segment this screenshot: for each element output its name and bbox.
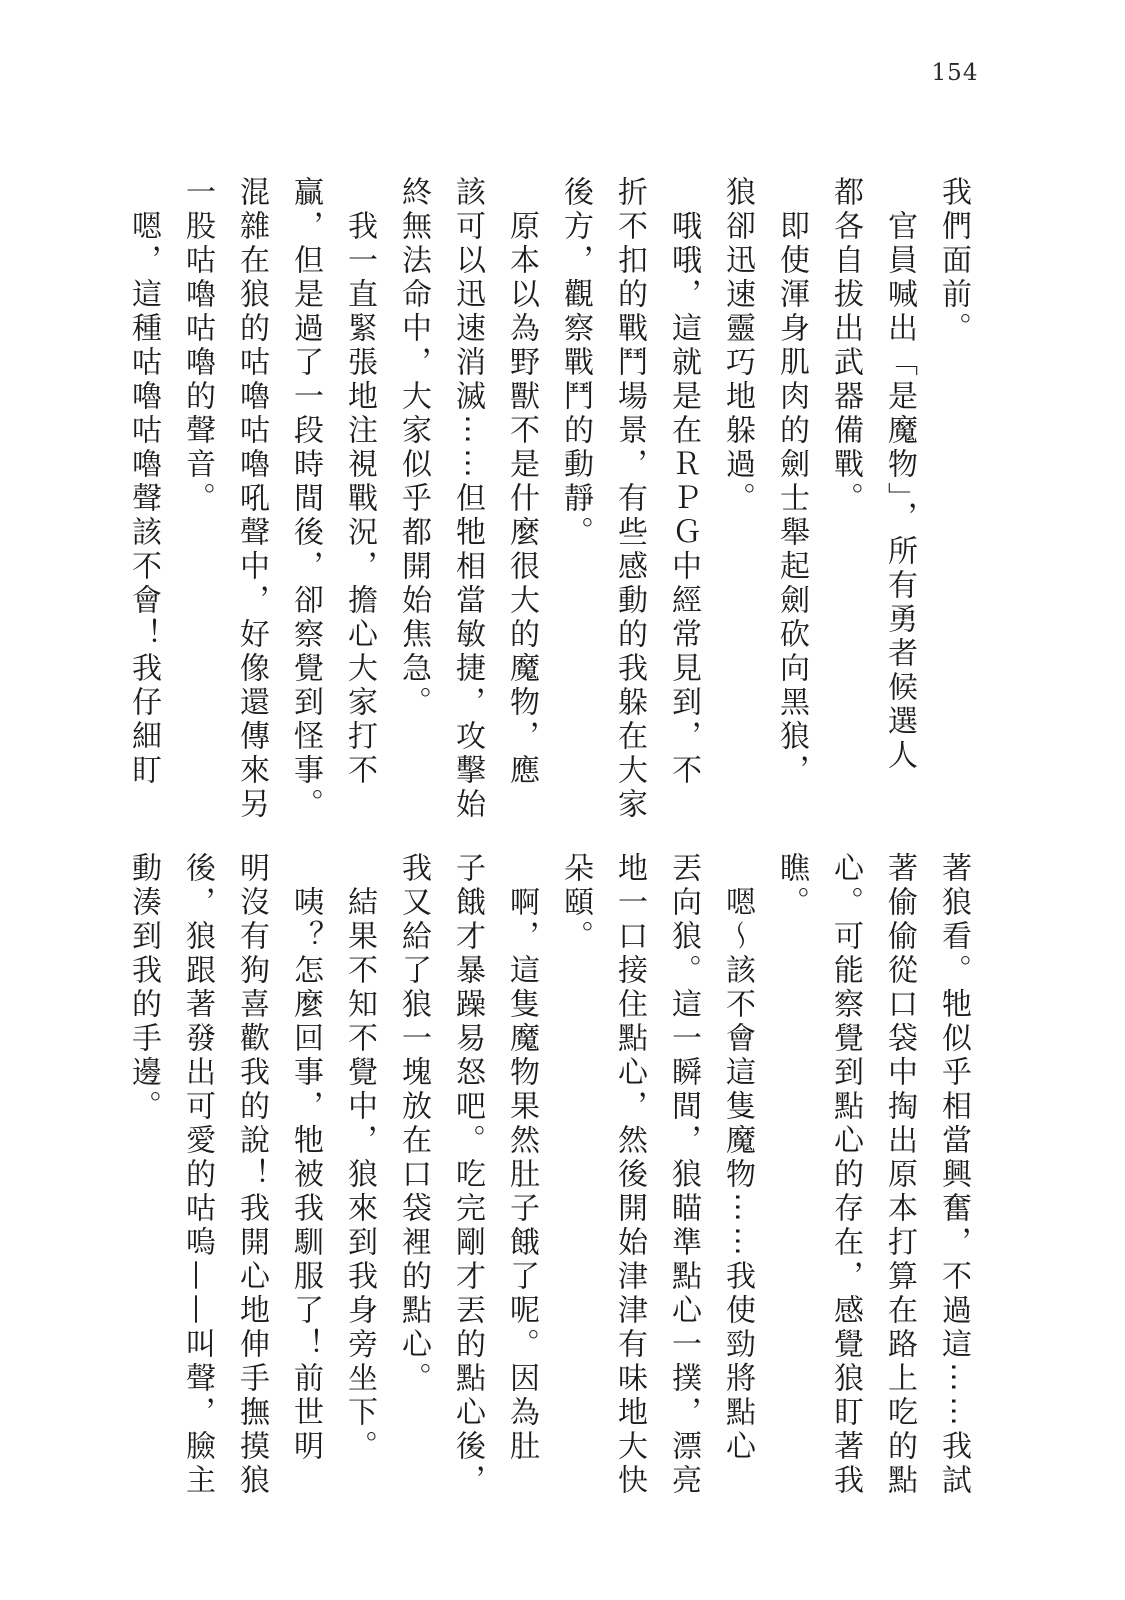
text-column: 終無法命中，大家似乎都開始焦急。 (396, 176, 431, 720)
text-column: 折不扣的戰鬥場景，有些感動的我躲在大家 (612, 176, 647, 822)
text-column: 哦哦，這就是在ＲＰＧ中經常見到，不 (666, 176, 701, 788)
text-column: 我們面前。 (936, 176, 971, 346)
text-column: 心。可能察覺到點心的存在，感覺狼盯著我 (828, 852, 863, 1498)
lower-text-block (116, 852, 980, 1502)
text-column: 明沒有狗喜歡我的說！我開心地伸手撫摸狼 (234, 852, 269, 1498)
text-column: 動湊到我的手邊。 (126, 852, 161, 1124)
text-column: 即使渾身肌肉的劍士舉起劍砍向黑狼， (774, 176, 809, 788)
text-column: 我又給了狼一塊放在口袋裡的點心。 (396, 852, 431, 1396)
text-column: 贏，但是過了一段時間後，卻察覺到怪事。 (288, 176, 323, 822)
text-column: 朵頤。 (558, 852, 593, 954)
text-column: 瞧。 (774, 852, 809, 920)
text-column: 混雜在狼的咕嚕咕嚕吼聲中，好像還傳來另 (234, 176, 269, 822)
text-column: 後方，觀察戰鬥的動靜。 (558, 176, 593, 550)
text-column: 我一直緊張地注視戰況，擔心大家打不 (342, 176, 377, 788)
text-column: 結果不知不覺中，狼來到我身旁坐下。 (342, 852, 377, 1464)
upper-text-block (116, 176, 980, 826)
text-column: 地一口接住點心，然後開始津津有味地大快 (612, 852, 647, 1498)
text-column: 後，狼跟著發出可愛的咕嗚——叫聲，臉主 (180, 852, 215, 1498)
text-column: 嗯～該不會這隻魔物⋯⋯我使勁將點心 (720, 852, 755, 1464)
text-column: 狼卻迅速靈巧地躲過。 (720, 176, 755, 516)
text-column: 一股咕嚕咕嚕的聲音。 (180, 176, 215, 516)
text-column: 啊，這隻魔物果然肚子餓了呢。因為肚 (504, 852, 539, 1464)
page-number: 154 (931, 60, 979, 86)
text-column: 著狼看。牠似乎相當興奮，不過這⋯⋯我試 (936, 852, 971, 1498)
text-column: 原本以為野獸不是什麼很大的魔物，應 (504, 176, 539, 788)
text-column: 嗯，這種咕嚕咕嚕聲該不會！我仔細盯 (126, 176, 161, 788)
text-column: 著偷偷從口袋中掏出原本打算在路上吃的點 (882, 852, 917, 1498)
text-column: 子餓才暴躁易怒吧。吃完剛才丟的點心後， (450, 852, 485, 1498)
text-column: 丟向狼。這一瞬間，狼瞄準點心一撲，漂亮 (666, 852, 701, 1498)
text-column: 該可以迅速消滅⋯⋯但牠相當敏捷，攻擊始 (450, 176, 485, 822)
text-column: 咦？怎麼回事，牠被我馴服了！前世明 (288, 852, 323, 1464)
text-column: 官員喊出「是魔物」，所有勇者候選人 (882, 176, 917, 773)
text-column: 都各自拔出武器備戰。 (828, 176, 863, 516)
